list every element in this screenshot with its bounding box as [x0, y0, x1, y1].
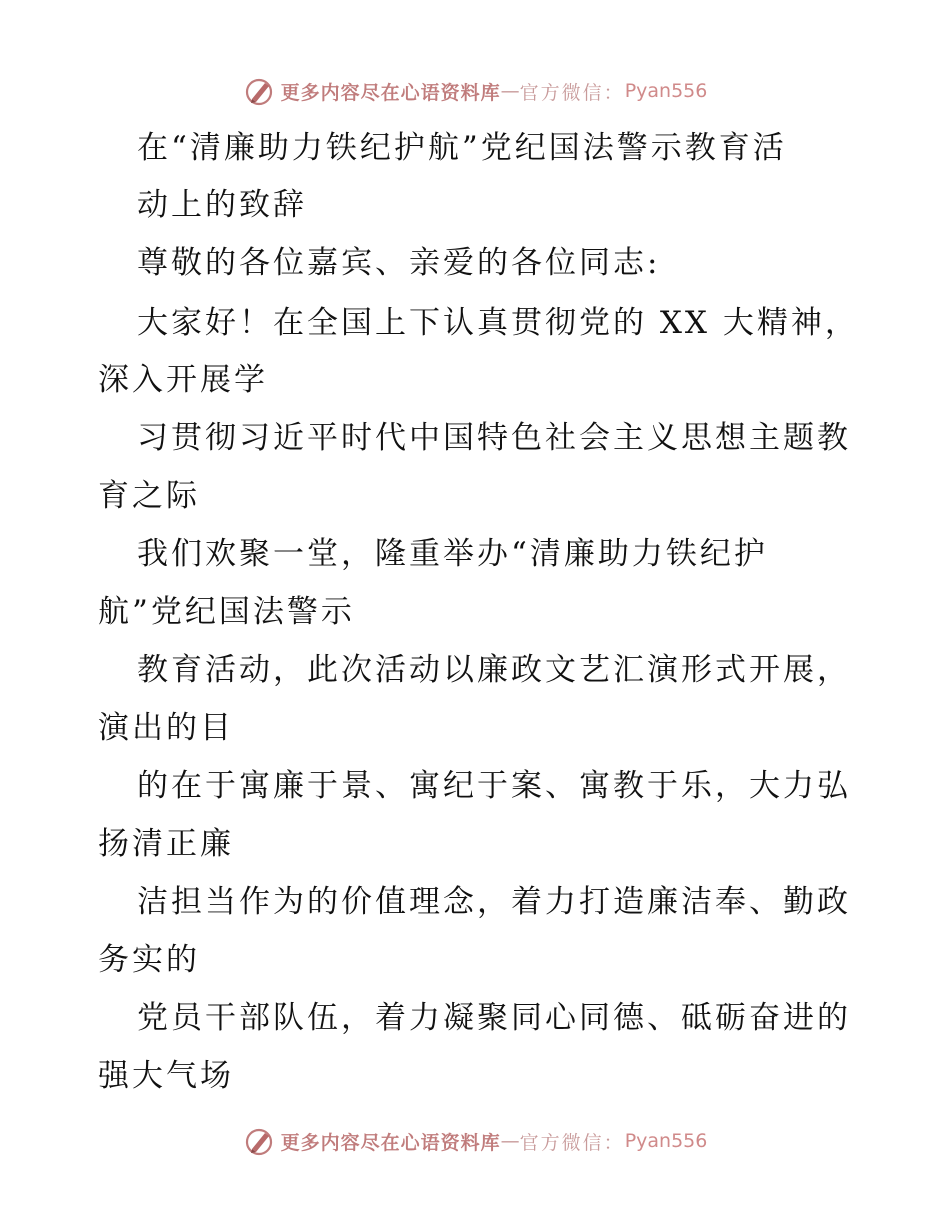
paragraph-line: 育之际	[98, 478, 200, 514]
watermark-account: Pyan556	[624, 80, 708, 102]
paragraph-line: 洁担当作为的价值理念，着力打造廉洁奉、勤政	[137, 884, 851, 920]
paragraph-line: 教育活动，此次活动以廉政文艺汇演形式开展，	[137, 652, 851, 688]
paragraph-line: 演出的目	[98, 710, 234, 746]
watermark-separator: —	[500, 80, 520, 102]
paragraph-line: 强大气场	[98, 1058, 234, 1094]
paragraph-line: 习贯彻习近平时代中国特色社会主义思想主题教	[137, 420, 851, 456]
paragraph-line: 扬清正廉	[98, 826, 234, 862]
paragraph-line: 大家好！在全国上下认真贯彻党的 XX 大精神，	[137, 305, 859, 341]
paragraph-line: 我们欢聚一堂，隆重举办“清廉助力铁纪护	[137, 536, 768, 572]
watermark-account: Pyan556	[624, 1130, 708, 1152]
watermark-label: 官方微信：	[519, 81, 625, 104]
paragraph-line: 务实的	[98, 942, 200, 978]
title-line-1: 在“清廉助力铁纪护航”党纪国法警示教育活	[137, 130, 787, 166]
pen-logo-icon	[243, 75, 275, 107]
watermark-separator: —	[500, 1130, 520, 1152]
footer-watermark	[0, 1121, 950, 1161]
paragraph-line: 的在于寓廉于景、寓纪于案、寓教于乐，大力弘	[137, 768, 851, 804]
pen-logo-icon	[243, 1125, 275, 1157]
paragraph-line: 航”党纪国法警示	[98, 594, 355, 630]
salutation: 尊敬的各位嘉宾、亲爱的各位同志:	[137, 245, 661, 281]
paragraph-line: 深入开展学	[98, 362, 268, 398]
watermark-brand: 更多内容尽在心语资料库	[280, 1131, 501, 1154]
watermark-label: 官方微信：	[519, 1131, 625, 1154]
paragraph-line: 党员干部队伍，着力凝聚同心同德、砥砺奋进的	[137, 1000, 851, 1036]
title-line-2: 动上的致辞	[137, 187, 307, 223]
watermark-brand: 更多内容尽在心语资料库	[280, 81, 501, 104]
header-watermark	[0, 71, 950, 111]
